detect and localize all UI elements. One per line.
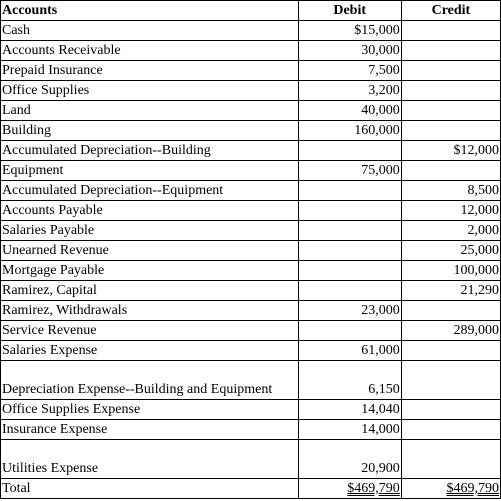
- debit-cell: 14,000: [298, 420, 401, 440]
- debit-cell: 61,000: [298, 341, 401, 361]
- table-row: [1, 201, 501, 221]
- account-cell: Equipment: [1, 161, 299, 181]
- table-row: [1, 61, 501, 81]
- credit-cell: [401, 361, 500, 400]
- credit-cell: [401, 101, 500, 121]
- credit-cell: [401, 21, 500, 41]
- debit-cell: 3,200: [298, 81, 401, 101]
- credit-cell: 25,000: [401, 241, 500, 261]
- credit-cell: [401, 301, 500, 321]
- account-cell: Accumulated Depreciation--Building: [1, 141, 299, 161]
- account-cell: Salaries Expense: [1, 341, 299, 361]
- credit-cell: [401, 420, 500, 440]
- accounts-header: Accounts: [1, 1, 299, 21]
- debit-cell: 40,000: [298, 101, 401, 121]
- table-row: [1, 21, 501, 41]
- debit-cell: [298, 321, 401, 341]
- total-debit: [298, 479, 401, 499]
- debit-header: Debit: [298, 1, 401, 21]
- table-row: [1, 81, 501, 101]
- table-row: [1, 420, 501, 440]
- debit-cell: [298, 201, 401, 221]
- table-row: [1, 321, 501, 341]
- table-row: [1, 161, 501, 181]
- debit-cell: [298, 141, 401, 161]
- table-row: [1, 341, 501, 361]
- credit-cell: 100,000: [401, 261, 500, 281]
- account-cell: Accounts Receivable: [1, 41, 299, 61]
- debit-cell: 30,000: [298, 41, 401, 61]
- table-row: [1, 241, 501, 261]
- account-cell: Utilities Expense: [1, 440, 299, 479]
- credit-cell: [401, 341, 500, 361]
- account-cell: Unearned Revenue: [1, 241, 299, 261]
- table-row: [1, 400, 501, 420]
- account-cell: Ramirez, Withdrawals: [1, 301, 299, 321]
- account-cell: Land: [1, 101, 299, 121]
- table-row: [1, 361, 501, 400]
- account-cell: Accumulated Depreciation--Equipment: [1, 181, 299, 201]
- debit-cell: [298, 261, 401, 281]
- debit-cell: [298, 181, 401, 201]
- table-row: [1, 141, 501, 161]
- credit-cell: [401, 41, 500, 61]
- debit-cell: 14,040: [298, 400, 401, 420]
- debit-cell: 6,150: [298, 361, 401, 400]
- account-cell: Insurance Expense: [1, 420, 299, 440]
- table-row: [1, 41, 501, 61]
- table-row: [1, 301, 501, 321]
- account-cell: Cash: [1, 21, 299, 41]
- credit-cell: 12,000: [401, 201, 500, 221]
- table-row: [1, 181, 501, 201]
- table-row: [1, 101, 501, 121]
- account-cell: Building: [1, 121, 299, 141]
- debit-cell: 7,500: [298, 61, 401, 81]
- credit-cell: [401, 440, 500, 479]
- table-row: [1, 440, 501, 479]
- debit-cell: 160,000: [298, 121, 401, 141]
- header-row: [1, 1, 501, 21]
- credit-cell: [401, 161, 500, 181]
- credit-cell: [401, 121, 500, 141]
- account-cell: Ramirez, Capital: [1, 281, 299, 301]
- table-row: [1, 121, 501, 141]
- debit-cell: 75,000: [298, 161, 401, 181]
- credit-cell: 2,000: [401, 221, 500, 241]
- debit-cell: 20,900: [298, 440, 401, 479]
- total-row: [1, 479, 501, 499]
- debit-cell: [298, 241, 401, 261]
- account-cell: Office Supplies: [1, 81, 299, 101]
- credit-cell: 8,500: [401, 181, 500, 201]
- total-debit-amount: $469,790: [347, 481, 400, 496]
- table-row: [1, 261, 501, 281]
- debit-cell: 23,000: [298, 301, 401, 321]
- credit-cell: [401, 61, 500, 81]
- credit-cell: [401, 81, 500, 101]
- debit-cell: $15,000: [298, 21, 401, 41]
- credit-cell: 289,000: [401, 321, 500, 341]
- table-body: [1, 21, 501, 479]
- total-credit-amount: $469,790: [446, 481, 499, 496]
- account-cell: Accounts Payable: [1, 201, 299, 221]
- account-cell: Salaries Payable: [1, 221, 299, 241]
- account-cell: Depreciation Expense--Building and Equipment: [1, 361, 299, 400]
- total-label: Total: [1, 479, 299, 499]
- credit-cell: [401, 400, 500, 420]
- debit-cell: [298, 221, 401, 241]
- account-cell: Service Revenue: [1, 321, 299, 341]
- account-cell: Mortgage Payable: [1, 261, 299, 281]
- debit-cell: [298, 281, 401, 301]
- table-row: [1, 281, 501, 301]
- account-cell: Prepaid Insurance: [1, 61, 299, 81]
- credit-cell: 21,290: [401, 281, 500, 301]
- credit-header: Credit: [401, 1, 500, 21]
- credit-cell: $12,000: [401, 141, 500, 161]
- total-credit: [401, 479, 500, 499]
- table-row: [1, 221, 501, 241]
- account-cell: Office Supplies Expense: [1, 400, 299, 420]
